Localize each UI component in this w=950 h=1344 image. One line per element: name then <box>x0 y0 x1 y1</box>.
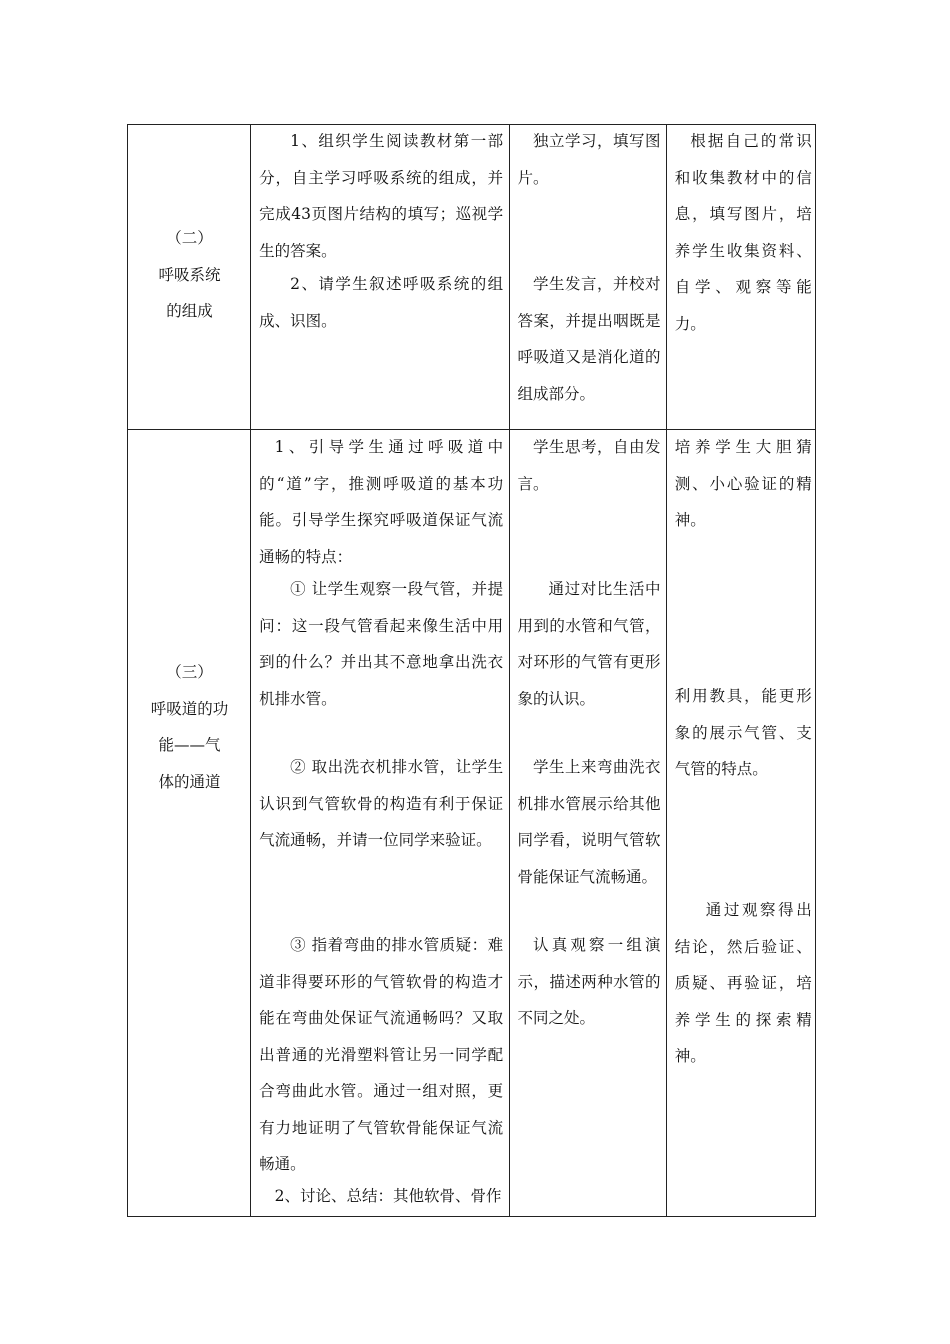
stage-title-line: 呼吸道的功 <box>150 699 229 718</box>
lesson-plan-page <box>127 124 816 1218</box>
stage-label <box>128 220 251 330</box>
teacher-paragraph: 2、请学生叙述呼吸系统的组成、识图。 <box>259 275 504 330</box>
student-paragraph: 认真观察一组演示，描述两种水管的不同之处。 <box>517 936 661 1027</box>
stage-title-line: 的组成 <box>166 302 213 320</box>
student-paragraph: 学生上来弯曲洗衣机排水管展示给其他同学看，说明气管软骨能保证气流畅通。 <box>517 758 661 886</box>
design-intent-cell <box>666 430 815 1217</box>
teacher-paragraph: 1、组织学生阅读教材第一部分，自主学习呼吸系统的组成，并完成43页图片结构的填写；巡视学生的答案。 <box>259 132 504 260</box>
design-intent-cell <box>666 125 815 430</box>
intent-paragraph: 根据自己的常识和收集教材中的信息，填写图片，培养学生收集资料、自学、观察等能力。 <box>674 132 812 333</box>
stage-cell <box>128 430 251 1217</box>
stage-title-line: 能——气 <box>158 736 221 754</box>
student-paragraph: 通过对比生活中用到的水管和气管，对环形的气管有更形象的认识。 <box>517 580 661 708</box>
stage-number: （二） <box>166 229 213 247</box>
stage-title-line: 体的通道 <box>158 772 221 791</box>
teacher-paragraph: ② 取出洗衣机排水管，让学生认识到气管软骨的构造有利于保证气流通畅，并请一位同学来验证。 <box>259 758 504 849</box>
stage-label <box>128 654 251 800</box>
teacher-paragraph: 1、引导学生通过呼吸道中的“道”字，推测呼吸道的基本功能。引导学生探究呼吸道保证气流通畅的特点： <box>259 438 504 566</box>
student-activity-cell <box>509 125 666 430</box>
stage-number: （三） <box>166 663 213 681</box>
teacher-paragraph: 2、讨论、总结：其他软骨、骨作 <box>274 1187 502 1205</box>
lesson-plan-table <box>127 124 816 1217</box>
stage-title-line: 呼吸系统 <box>158 265 221 284</box>
student-paragraph: 学生思考，自由发言。 <box>517 438 661 493</box>
student-paragraph: 独立学习，填写图片。 <box>517 132 661 187</box>
stage-cell <box>128 125 251 430</box>
student-paragraph: 学生发言，并校对答案，并提出咽既是呼吸道又是消化道的组成部分。 <box>517 275 661 403</box>
teacher-paragraph: ③ 指着弯曲的排水管质疑：难道非得要环形的气管软骨的构造才能在弯曲处保证气流通畅吗？又取出普通的光滑塑料管让另一同学配合弯曲此水管。通过一组对照，更有力地证明了气管软骨能保证气流畅通。 <box>259 936 504 1173</box>
table-row <box>128 125 816 430</box>
teacher-paragraph: ① 让学生观察一段气管，并提问：这一段气管看起来像生活中用到的什么？并出其不意地拿出洗衣机排水管。 <box>259 580 504 708</box>
intent-paragraph: 利用教具，能更形象的展示气管、支气管的特点。 <box>674 687 812 778</box>
teacher-activity-cell <box>251 430 509 1217</box>
intent-paragraph: 培养学生大胆猜测、小心验证的精神。 <box>674 438 812 529</box>
table-row <box>128 430 816 1217</box>
teacher-activity-cell <box>251 125 509 430</box>
student-activity-cell <box>509 430 666 1217</box>
intent-paragraph: 通过观察得出结论，然后验证、质疑、再验证，培养学生的探索精神。 <box>674 901 812 1065</box>
